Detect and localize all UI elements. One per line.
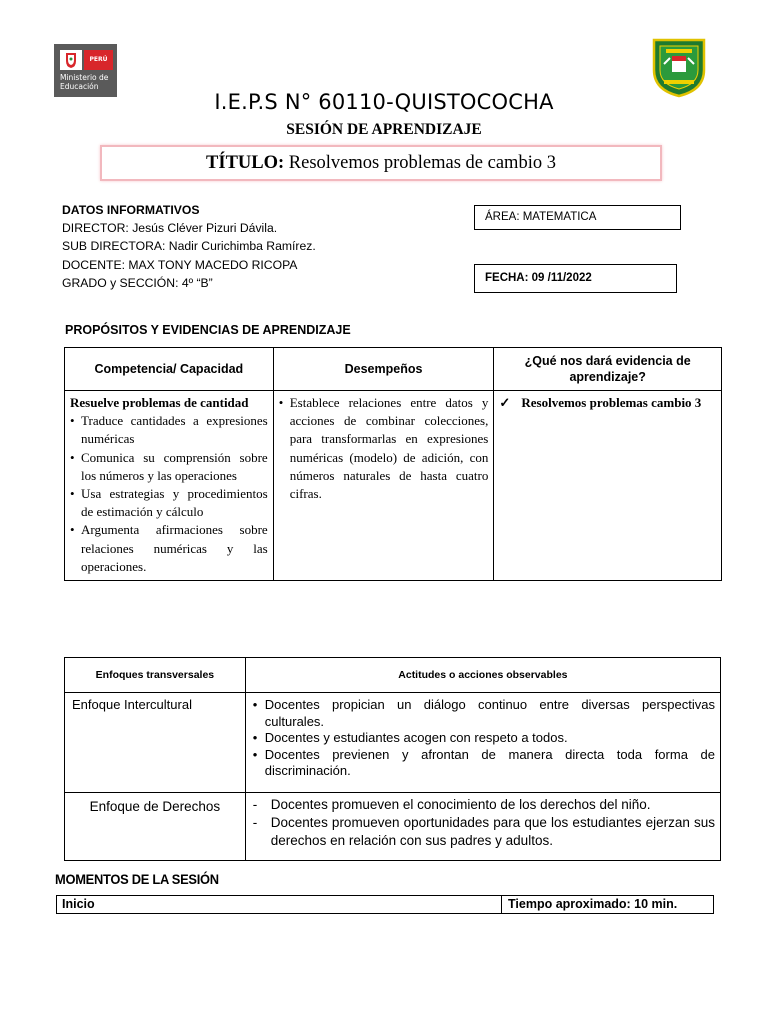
col-enfoques: Enfoques transversales	[65, 658, 246, 693]
subdirectora: SUB DIRECTORA: Nadir Curichimba Ramírez.	[62, 239, 316, 254]
docente: DOCENTE: MAX TONY MACEDO RICOPA	[62, 257, 298, 272]
actitud-item: • Docentes propician un diálogo continuo entre diversas perspectivas culturales.	[251, 697, 715, 730]
capacidad-item: • Argumenta afirmaciones sobre relaciones numéricas y las operaciones.	[70, 521, 268, 576]
capacidad-item: • Comunica su comprensión sobre los números y las operaciones	[70, 449, 268, 485]
grado-seccion: GRADO y SECCIÓN: 4º “B”	[62, 275, 213, 290]
school-shield-icon	[650, 36, 708, 98]
propositos-heading: PROPÓSITOS Y EVIDENCIAS DE APRENDIZAJE	[65, 323, 351, 337]
datos-informativos	[62, 201, 316, 292]
actitud-item: - Docentes promueven oportunidades para que los estudiantes ejerzan sus derechos en relación con sus padres y adultos.	[251, 814, 715, 850]
title-label: TÍTULO:	[206, 153, 285, 173]
evidencia-item: ✓ Resolvemos problemas cambio 3	[499, 394, 716, 412]
actitud-item: • Docentes previenen y afrontan de manera directa toda forma de discriminación.	[251, 747, 715, 780]
school-name: I.E.P.S N° 60110-QUISTOCOCHA	[214, 90, 554, 114]
capacidad-item: • Traduce cantidades a expresiones numéricas	[70, 412, 268, 448]
competencia-name: Resuelve problemas de cantidad	[70, 395, 249, 410]
competencia-cell	[65, 391, 274, 581]
session-title-box	[100, 145, 662, 181]
coat-of-arms-icon	[60, 50, 82, 70]
fecha-box: FECHA: 09 /11/2022	[474, 264, 677, 293]
tiempo-label: Tiempo aproximado: 10 min.	[508, 897, 678, 911]
evidencia-cell	[494, 391, 722, 581]
actitudes-intercultural	[245, 693, 720, 793]
title-text: Resolvemos problemas de cambio 3	[288, 153, 556, 173]
momentos-heading: MOMENTOS DE LA SESIÓN	[55, 871, 219, 887]
actitud-item: • Docentes y estudiantes acogen con respeto a todos.	[251, 730, 715, 747]
col-actitudes: Actitudes o acciones observables	[245, 658, 720, 693]
col-competencia: Competencia/ Capacidad	[65, 348, 274, 391]
enfoques-table	[64, 657, 721, 861]
director: DIRECTOR: Jesús Cléver Pizuri Dávila.	[62, 221, 278, 236]
propositos-table	[64, 347, 722, 581]
col-evidencia: ¿Qué nos dará evidencia de aprendizaje?	[494, 348, 722, 391]
inicio-row	[56, 895, 714, 914]
country-label: PERÚ	[84, 50, 113, 70]
area-box: ÁREA: MATEMATICA	[474, 205, 681, 230]
enfoque-intercultural: Enfoque Intercultural	[65, 693, 246, 793]
session-heading: SESIÓN DE APRENDIZAJE	[286, 121, 482, 138]
col-desempenos: Desempeños	[273, 348, 494, 391]
enfoque-derechos: Enfoque de Derechos	[65, 793, 246, 861]
inicio-label: Inicio	[57, 896, 502, 913]
capacidad-item: • Usa estrategias y procedimientos de estimación y cálculo	[70, 485, 268, 521]
ministry-line2: Educación	[60, 82, 99, 91]
desempeno-cell	[273, 391, 494, 581]
desempeno-item: • Establece relaciones entre datos y acciones de combinar colecciones, para transformarlas en expresiones numéricas (modelo) de adición, con números naturales de hasta cuatro cifras.	[279, 394, 489, 503]
datos-heading: DATOS INFORMATIVOS	[62, 203, 200, 217]
actitud-item: - Docentes promueven el conocimiento de los derechos del niño.	[251, 796, 715, 814]
ministry-line1: Ministerio de	[60, 73, 109, 82]
actitudes-derechos	[245, 793, 720, 861]
